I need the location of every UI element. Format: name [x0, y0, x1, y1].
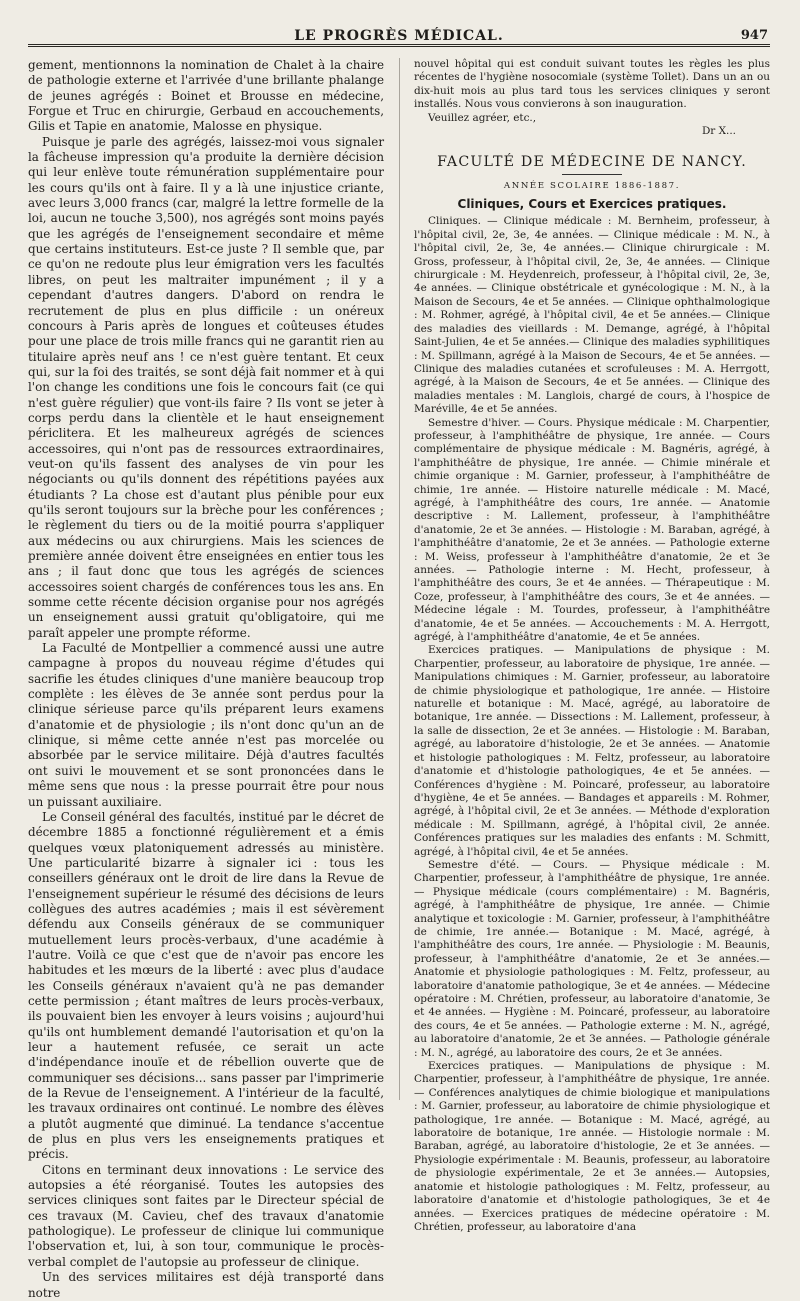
page-header — [28, 18, 770, 47]
schedule-paragraph: Exercices pratiques. — Manipulations de physique : M. Charpentier, professeur, au laboratoire de physique, 1re année. — Manipulations chimiques : M. Garnier, professeur, au laboratoire de chimie physiologique et pathologique, 1re année. — Histoire naturelle et botanique : M. Macé, agrégé, au laboratoire de botanique, 1re année. — Dissections : M. Lallement, professeur, à la salle de dissection, 2e et 3e années. — Histologie : M. Baraban, agrégé, au laboratoire d'histologie, 2e et 3e années. — Anatomie et histologie pathologiques : M. Feltz, professeur, au laboratoire d'anatomie et d'histologie pathologiques, 4e et 5e années. — Conférences d'hygiène : M. Poincaré, professeur, au laboratoire d'hygiène, 4e et 5e années. — Bandages et appareils : M. Rohmer, agrégé, à l'hôpital civil, 2e et 3e années. — Méthode d'exploration médicale : M. Spillmann, agrégé, à l'hôpital civil, 2e année. Conférences pratiques sur les maladies des enfants : M. Schmitt, agrégé, à l'hôpital civil, 4e et 5e années. — [414, 644, 770, 858]
right-column — [414, 58, 770, 1233]
journal-title: LE PROGRÈS MÉDICAL. — [294, 28, 504, 44]
letter-signoff: Veuillez agréer, etc., — [428, 111, 537, 124]
schedule-paragraph: Semestre d'été. — Cours. — Physique médicale : M. Charpentier, professeur, à l'amphithéâtre de physique, 1re année. — Physique médicale (cours complémentaire) : M. Bagnéris, agrégé, à l'amphithéâtre de physique, 1re année. — Chimie analytique et toxicologie : M. Garnier, professeur, à l'amphithéâtre de chimie, 1re année.— Botanique : M. Macé, agrégé, à l'amphithéâtre des cours, 1re année. — Physiologie : M. Beaunis, professeur, à l'amphithéâtre d'anatomie, 2e et 3e années.—Anatomie et physiologie pathologiques : M. Feltz, professeur, au laboratoire d'anatomie pathologique, 3e et 4e années. — Médecine opératoire : M. Chrétien, professeur, au laboratoire d'anatomie, 3e et 4e années. — Hygiène : M. Poincaré, professeur, au laboratoire des cours, 4e et 5e années. — Pathologie externe : M. N., agrégé, au laboratoire d'anatomie, 2e et 3e années. — Pathologie générale : M. N., agrégé, au laboratoire des cours, 2e et 3e années. — [414, 858, 770, 1059]
left-column — [28, 58, 385, 1300]
text-columns — [28, 58, 770, 1300]
schedule-paragraph: Exercices pratiques. — Manipulations de physique : M. Charpentier, professeur, à l'amphithéâtre de physique, 1re année. — Conférences analytiques de chimie biologique et manipulations : M. Garnier, professeur, au laboratoire de chimie physiologique et pathologique, 1re année. — Botanique : M. Macé, agrégé, au laboratoire de botanique, 1re année. — Histologie normale : M. Baraban, agrégé, au laboratoire d'histologie, 2e et 3e années. — Physiologie expérimentale : M. Beaunis, professeur, au laboratoire de physiologie expérimentale, 2e et 3e années.— Autopsies, anatomie et histologie pathologiques : M. Feltz, professeur, au laboratoire d'anatomie et d'histologie pathologiques, 3e et 4e années. — Exercices pratiques de médecine opératoire : M. Chrétien, professeur, au laboratoire d'ana — [414, 1060, 770, 1233]
page-number: 947 — [740, 28, 768, 43]
schedule-paragraph: Semestre d'hiver. — Cours. Physique médicale : M. Charpentier, professeur, à l'amphithéâtre de physique, 1re année. — Cours complémentaire de physique médicale : M. Bagnéris, agrégé, à l'amphithéâtre de physique, 1re année. — Chimie minérale et chimie organique : M. Garnier, professeur, à l'amphithéâtre de chimie, 1re année. — Histoire naturelle médicale : M. Macé, agrégé, à l'amphithéâtre des cours, 1re année. — Anatomie descriptive : M. Lallement, professeur, à l'amphithéâtre d'anatomie, 2e et 3e années. — Histologie : M. Baraban, agrégé, à l'amphithéâtre d'anatomie, 2e et 3e années. — Pathologie externe : M. Weiss, professeur à l'amphithéâtre d'anatomie, 2e et 3e années. — Pathologie interne : M. Hecht, professeur, à l'amphithéâtre des cours, 3e et 4e années. — Thérapeutique : M. Coze, professeur, à l'amphithéâtre des cours, 3e et 4e années. — Médecine légale : M. Tourdes, professeur, à l'amphithéâtre d'anatomie, 4e et 5e années. — Accouchements : M. A. Herrgott, agrégé, à l'amphithéâtre d'anatomie, 4e et 5e années. — [414, 416, 770, 644]
article-paragraph: Un des services militaires est déjà transporté dans notre — [28, 1270, 384, 1300]
title-rule — [562, 174, 622, 175]
article-paragraph: gement, mentionnons la nomination de Chalet à la chaire de pathologie externe et l'arrivée d'une brillante phalange de jeunes agrégés : Boinet et Brousse en médecine, Forgue et Truc en chirurgie, Gerbaud en accouchements, Gilis et Tapie en anatomie, Malosse en physique. — [28, 58, 384, 134]
column-divider — [399, 58, 400, 1100]
schedule-paragraph: Cliniques. — Clinique médicale : M. Bernheim, professeur, à l'hôpital civil, 2e, 3e, 4e années. — Clinique médicale : M. N., à l'hôpital civil, 2e, 3e, 4e années.— Clinique chirurgicale : M. Gross, professeur, à l'hôpital civil, 2e, 3e, 4e années. — Clinique chirurgicale : M. Heydenreich, professeur, à l'hôpital civil, 2e, 3e, 4e années. — Clinique obstétricale et gynécologique : M. N., à la Maison de Secours, 4e et 5e années. — Clinique ophthalmologique : M. Rohmer, agrégé, à l'hôpital civil, 4e et 5e années.— Clinique des maladies des vieillards : M. Demange, agrégé, à l'hôpital Saint-Julien, 4e et 5e années.— Clinique des maladies syphilitiques : M. Spillmann, agrégé à la Maison de Secours, 4e et 5e années. — Clinique des maladies cutanées et scrofuleuses : M. A. Herrgott, agrégé, à la Maison de Secours, 4e et 5e années. — Clinique des maladies mentales : M. Langlois, chargé de cours, à l'hospice de Maréville, 4e et 5e années. — [414, 215, 770, 416]
article-paragraph: Puisque je parle des agrégés, laissez-moi vous signaler la fâcheuse impression qu'a produite la dernière décision qui leur enlève toute rémunération supplémentaire pour les cours qu'ils ont à faire. Il y a là une injustice criante, avec leurs 3,000 francs (car, malgré la lettre formelle de la loi, aucun ne touche 3,500), nos agrégés sont moins payés que les agrégés de l'enseignement secondaire et même que certains instituteurs. Est-ce juste ? Il semble que, par ce qu'on ne redoute plus leur émigration vers les facultés libres, on peut les maltraiter impunément ; il y a cependant d'autres dangers. D'abord on rendra le recrutement de plus en plus difficile : un onéreux concours à Paris après de longues et coûteuses études pour une place de trois mille francs qui ne garantit rien au titulaire après neuf ans ! ce n'est guère tentant. Et ceux qui, sur la foi des traités, se sont déjà fait nommer et à qui l'on change les conditions une fois le concours fait (ce qui n'est guère régulier) que vont-ils faire ? Ils vont se jeter à corps perdu dans la clientèle et le haut enseignement périclitera. Et les malheureux agrégés de sciences accessoires, qui n'ont pas de ressources extraordinaires, veut-on qu'ils fassent des analyses de vin pour les négociants ou qu'ils donnent des répétitions payées aux étudiants ? La chose est d'autant plus pénible pour eux qu'ils seront toujours sur la brèche pour les conférences ; le règlement du tiers ou de la moitié pourra s'appliquer aux médecins ou aux chirurgiens. Mais les sciences de première année doivent être enseignées en entier tous les ans ; il faut donc que tous les agrégés de sciences accessoires soient chargés de conférences tous les ans. En somme cette récente décision organise pour nos agrégés un enseignement aussi gratuit qu'obligatoire, qui me paraît appeler une prompte réforme. — [28, 134, 385, 640]
article-paragraph: Le Conseil général des facultés, institué par le décret de décembre 1885 a fonctionné régulièrement et a émis quelques vœux platoniquement adressés au ministère. Une particularité bizarre à signaler ici : tous les conseillers généraux ont le droit de lire dans la Revue de l'enseignement supérieur le résumé des décisions de leurs collègues des autres académies ; mais il est sévèrement défendu aux Conseils généraux de se communiquer mutuellement leurs procès-verbaux, d'une académie à l'autre. Voilà ce que c'est que de n'avoir pas encore les habitudes et les mœurs de la liberté : avec plus d'audace les Conseils généraux n'avaient qu'à ne pas demander cette permission ; étant maîtres de leurs procès-verbaux, ils pouvaient bien les envoyer à leurs voisins ; aujourd'hui qu'ils ont humblement demandé l'autorisation et qu'on la leur a hautement refusée, ce serait un acte d'indépendance inouïe et de rébellion ouverte que de communiquer ses décisions... sans passer par l'imprimerie de la Revue de l'enseignement. A l'intérieur de la faculté, les travaux ordinaires ont continué. Le nombre des élèves a plutôt augmenté que diminué. La tendance s'accentue de plus en plus vers les enseignements pratiques et précis. — [28, 809, 384, 1162]
article-paragraph: Citons en terminant deux innovations : Le service des autopsies a été réorganisé. Toutes les autopsies des services cliniques sont faites par le Directeur spécial de ces travaux (M. Cavieu, chef des travaux d'anatomie pathologique). Le professeur de clinique lui communique l'observation et, lui, à son tour, communique le procès-verbal complet de l'autopsie au professeur de clinique. — [28, 1162, 384, 1269]
article-paragraph: La Faculté de Montpellier a commencé aussi une autre campagne à propos du nouveau régime d'études qui sacrifie les études cliniques d'une manière beaucoup trop complète : les élèves de 3e année sont perdus pour la clinique sérieuse parce qu'ils préparent leurs examens d'anatomie et de physiologie ; ils n'ont donc qu'un an de clinique, si même cette année n'est pas morcelée ou absorbée par le service militaire. Déjà d'autres facultés ont suivi le mouvement et se sont prononcées dans le même sens que nous : la presse pourrait être pour nous un puissant auxiliaire. — [28, 641, 384, 809]
section-title: Cliniques, Cours et Exercices pratiques. — [457, 197, 727, 212]
newspaper-page — [28, 18, 770, 1300]
letter-conclusion: nouvel hôpital qui est conduit suivant toutes les règles les plus récentes de l'hygiène nosocomiale (système Tollet). Dans un an ou dix-huit mois au plus tard tous les services cliniques y seront installés. Nous vous convierons à son inauguration. — [414, 58, 770, 111]
school-year: ANNÉE SCOLAIRE 1886-1887. — [503, 181, 681, 192]
letter-signature: Dr X... — [701, 125, 736, 138]
faculty-title: FACULTÉ DE MÉDECINE DE NANCY. — [437, 154, 747, 171]
